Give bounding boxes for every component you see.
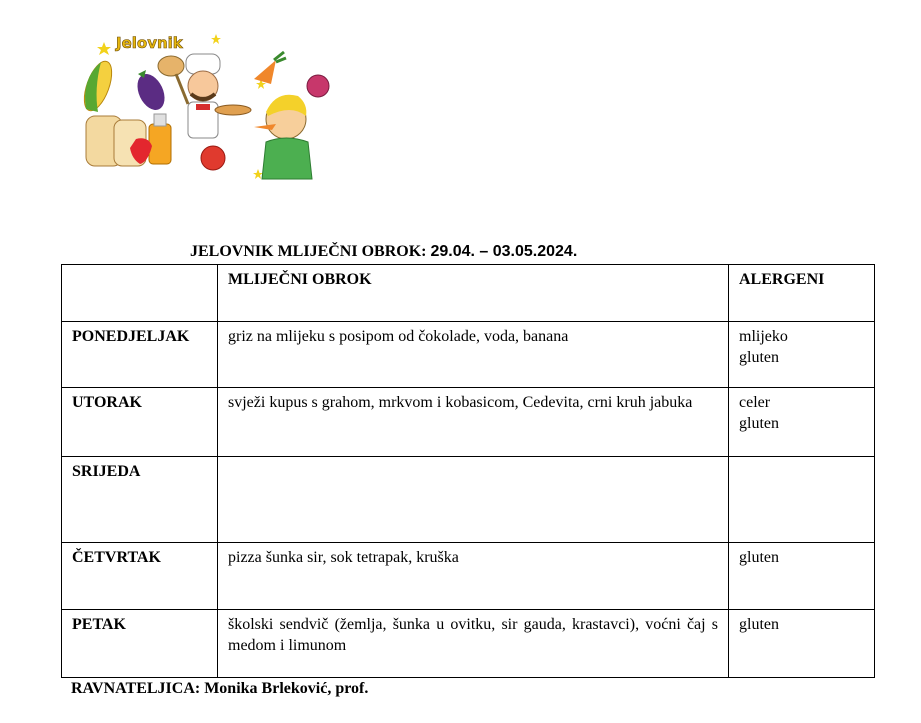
principal-signature: RAVNATELJICA: Monika Brleković, prof. — [71, 680, 369, 697]
meal-cell: školski sendvič (žemlja, šunka u ovitku, sir gauda, krastavci), voćni čaj s medom i limunom — [218, 610, 729, 678]
allergen-item: gluten — [739, 616, 779, 633]
allergens-cell — [729, 388, 875, 457]
day-cell: PETAK — [62, 610, 218, 678]
table-row — [62, 457, 875, 543]
meal-cell: pizza šunka sir, sok tetrapak, kruška — [218, 543, 729, 610]
menu-table — [61, 264, 875, 678]
allergens-cell — [729, 457, 875, 543]
allergens-cell — [729, 543, 875, 610]
allergen-item: gluten — [739, 415, 779, 432]
allergen-item: celer — [739, 394, 771, 411]
allergens-cell — [729, 610, 875, 678]
meal-cell: griz na mlijeku s posipom od čokolade, voda, banana — [218, 322, 729, 388]
allergen-item: mlijeko — [739, 328, 788, 345]
jelovnik-logo-illustration — [76, 24, 338, 184]
meal-cell — [218, 457, 729, 543]
menu-title-dates: 29.04. – 03.05.2024. — [430, 243, 578, 260]
day-cell: PONEDJELJAK — [62, 322, 218, 388]
table-row — [62, 388, 875, 457]
allergen-item: gluten — [739, 349, 779, 366]
meal-cell: svježi kupus s grahom, mrkvom i kobasicom, Cedevita, crni kruh jabuka — [218, 388, 729, 457]
header-allergens: ALERGENI — [729, 265, 875, 322]
header-day — [62, 265, 218, 322]
table-row — [62, 543, 875, 610]
logo-text: Jelovnik — [116, 34, 183, 52]
menu-title-prefix: JELOVNIK MLIJEČNI OBROK: — [190, 243, 431, 260]
day-cell: ČETVRTAK — [62, 543, 218, 610]
allergen-item: gluten — [739, 549, 779, 566]
header-meal: MLIJEČNI OBROK — [218, 265, 729, 322]
table-row — [62, 322, 875, 388]
table-header-row — [62, 265, 875, 322]
day-cell: SRIJEDA — [62, 457, 218, 543]
table-row — [62, 610, 875, 678]
day-cell: UTORAK — [62, 388, 218, 457]
menu-title — [190, 243, 577, 261]
allergens-cell — [729, 322, 875, 388]
